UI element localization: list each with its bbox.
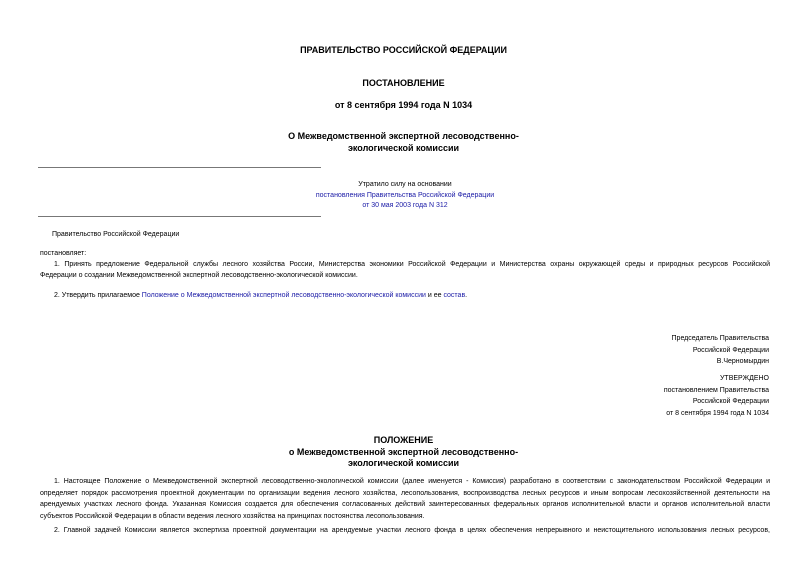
document-type-heading: ПОСТАНОВЛЕНИЕ bbox=[362, 78, 445, 88]
approval-line-3: Российской Федерации bbox=[692, 398, 769, 405]
item-1-line-2: Федерации о создании Межведомственной экспертной лесоводственно-экологической комиссии. bbox=[40, 271, 358, 279]
approval-line-4: от 8 сентября 1994 года N 1034 bbox=[666, 409, 769, 417]
repeal-decree-link[interactable]: постановления Правительства Российской Федерации bbox=[315, 191, 495, 199]
approval-block bbox=[664, 373, 769, 419]
approval-line-2: постановлением Правительства bbox=[663, 386, 769, 394]
item-2 bbox=[54, 291, 467, 302]
paragraph-1-line-4: субъектов Российской Федерации в области ведения лесного хозяйства на принципах постоянства лесопользования. bbox=[40, 512, 425, 520]
regulation-title-line-2: о Межведомственной экспертной лесоводственно- bbox=[288, 446, 519, 457]
approval-line-1: УТВЕРЖДЕНО bbox=[719, 375, 769, 382]
repeal-decree-date-link[interactable]: от 30 мая 2003 года N 312 bbox=[362, 202, 448, 209]
signature-line-3: В.Черномырдин bbox=[716, 358, 769, 365]
signature-line-2: Российской Федерации bbox=[692, 346, 769, 354]
paragraph-1-line-1: 1. Настоящее Положение о Межведомственной экспертной лесоводственно-экологической комиссии (далее именуется - Комиссия) разработано в соответствии с законодательством Российской Федерации и bbox=[54, 478, 770, 485]
regulation-title bbox=[0, 435, 807, 470]
regulation-paragraph-1 bbox=[40, 476, 770, 522]
regulation-paragraph-2 bbox=[40, 526, 770, 537]
status-note-line-1: Утратило силу на основании bbox=[358, 181, 452, 188]
item-1-line-1: 1. Принять предложение Федеральной службы лесного хозяйства России, Министерства экономики Российской Федерации и Министерства охраны окружающей среды и природных ресурсов Российской bbox=[54, 261, 770, 268]
signature-line-1: Председатель Правительства bbox=[671, 335, 769, 342]
intro-text: Правительство Российской Федерации bbox=[52, 231, 180, 238]
government-heading: ПРАВИТЕЛЬСТВО РОССИЙСКОЙ ФЕДЕРАЦИИ bbox=[300, 45, 507, 55]
document-date-heading: от 8 сентября 1994 года N 1034 bbox=[334, 100, 473, 110]
signature-block bbox=[672, 333, 769, 368]
paragraph-2-line-1: 2. Главной задачей Комиссии является экспертиза проектной документации на арендуемые участки лесного фонда в целях обеспечения непрерывного и неистощительного использования лесных ресурсов, bbox=[54, 527, 770, 534]
divider-bottom bbox=[38, 216, 321, 217]
divider-top bbox=[38, 167, 321, 168]
regulation-title-line-3: экологической комиссии bbox=[347, 458, 460, 468]
document-title-line-2: экологической комиссии bbox=[347, 143, 460, 153]
paragraph-1-line-2: определяет порядок рассмотрения проектной документации по организации ведения лесного хозяйства, лесопользования, воспроизводства лесных ресурсов и иным вопросам лесохозяйственной деятельности на bbox=[40, 489, 770, 497]
item-2-mid: и ее bbox=[425, 292, 444, 299]
regulation-title-line-1: ПОЛОЖЕНИЕ bbox=[373, 435, 434, 445]
item-2-suffix: . bbox=[465, 292, 468, 299]
item-1 bbox=[40, 260, 770, 281]
status-note bbox=[300, 180, 510, 212]
composition-link[interactable]: состав bbox=[443, 292, 466, 299]
decrees-text: постановляет: bbox=[40, 250, 87, 257]
document-title-line-1: О Межведомственной экспертной лесоводственно- bbox=[288, 131, 519, 141]
paragraph-1-line-3: арендуемых участках лесного фонда. Указанная Комиссия создается для обеспечения согласованных действий заинтересованных федеральных органов исполнительной власти и органов исполнительной власти bbox=[40, 501, 770, 508]
item-2-prefix: 2. Утвердить прилагаемое bbox=[54, 292, 142, 299]
regulation-link[interactable]: Положение о Межведомственной экспертной лесоводственно-экологической комиссии bbox=[141, 292, 426, 299]
